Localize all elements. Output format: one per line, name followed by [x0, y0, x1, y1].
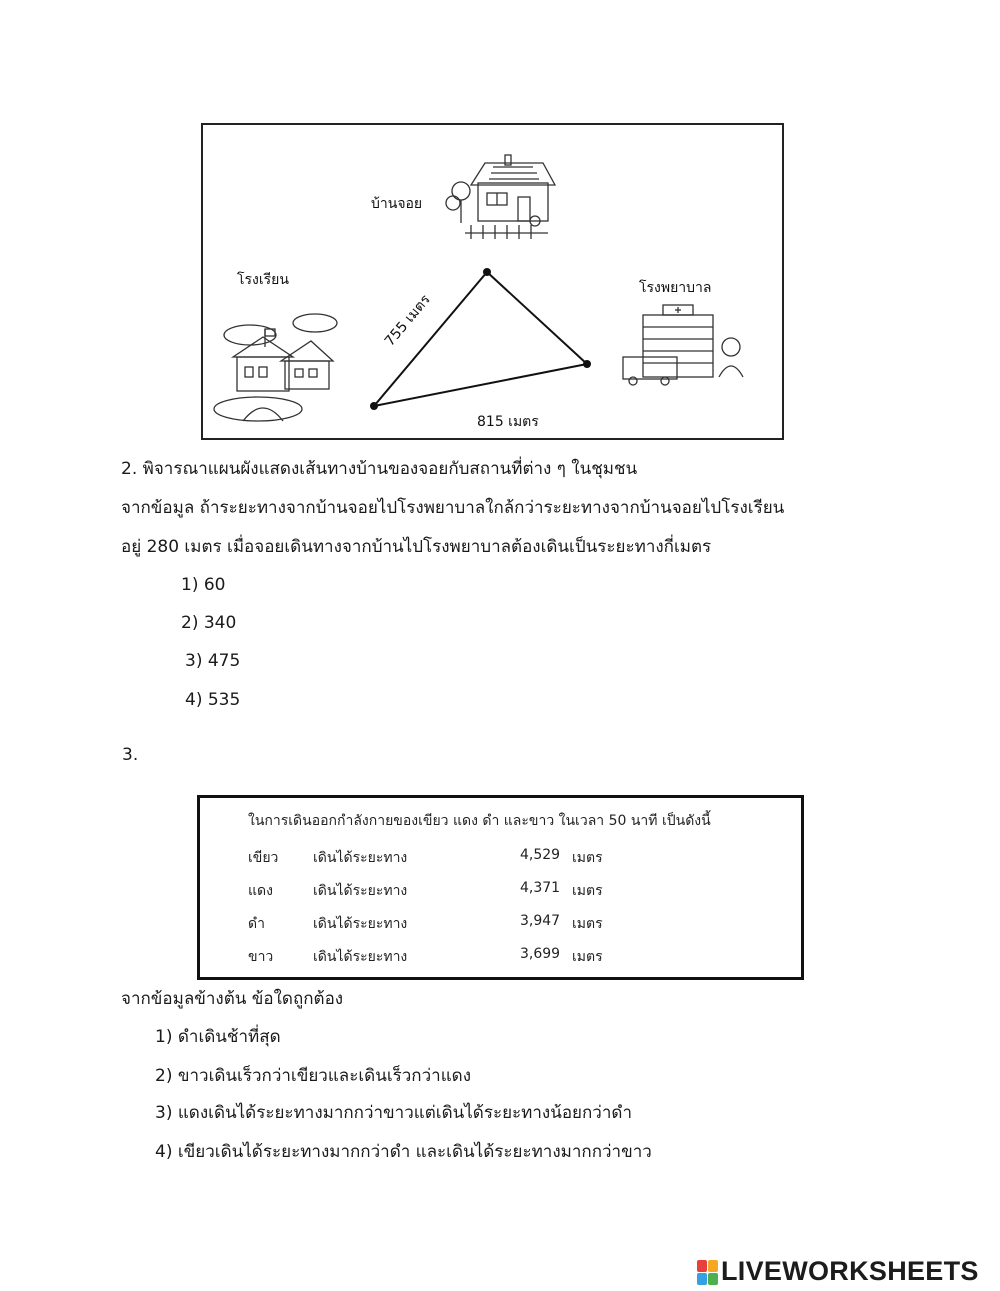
row-unit: เมตร	[572, 949, 603, 965]
row-desc: เดินได้ระยะทาง	[313, 949, 408, 965]
question3-choice-3[interactable]: 3) แดงเดินได้ระยะทางมากกว่าขาวแต่เดินได้ระยะทางน้อยกว่าดำ	[155, 1103, 632, 1123]
row-value: 4,371	[520, 880, 561, 896]
question2-line1: 2. พิจารณาแผนผังแสดงเส้นทางบ้านของจอยกับสถานที่ต่าง ๆ ในชุมชน	[121, 459, 638, 479]
row-name: เขียว	[248, 850, 279, 866]
house-illustration	[446, 155, 555, 239]
question3-choice-2[interactable]: 2) ขาวเดินเร็วกว่าเขียวและเดินเร็วกว่าแดง	[155, 1066, 471, 1086]
row-unit: เมตร	[572, 916, 603, 932]
row-desc: เดินได้ระยะทาง	[313, 850, 408, 866]
row-name: ขาว	[248, 949, 274, 965]
question2-choice-3[interactable]: 3) 475	[185, 651, 241, 671]
question3-choice-1[interactable]: 1) ดำเดินช้าที่สุด	[155, 1027, 281, 1047]
route-home-hospital	[487, 272, 587, 364]
row-value: 3,947	[520, 913, 561, 929]
walking-data-box	[197, 795, 804, 980]
row-desc: เดินได้ระยะทาง	[313, 883, 408, 899]
school-illustration	[214, 314, 337, 421]
row-unit: เมตร	[572, 850, 603, 866]
question2-choice-1[interactable]: 1) 60	[181, 575, 226, 595]
row-value: 4,529	[520, 847, 561, 863]
hospital-label: โรงพยาบาล	[639, 280, 712, 296]
question2-line2: จากข้อมูล ถ้าระยะทางจากบ้านจอยไปโรงพยาบาลใกล้กว่าระยะทางจากบ้านจอยไปโรงเรียน	[121, 498, 785, 518]
school-point	[370, 402, 378, 410]
hospital-point	[583, 360, 591, 368]
question2-choice-4[interactable]: 4) 535	[185, 690, 241, 710]
row-desc: เดินได้ระยะทาง	[313, 916, 408, 932]
question3-choice-4[interactable]: 4) เขียวเดินได้ระยะทางมากกว่าดำ และเดินได้ระยะทางมากกว่าขาว	[155, 1142, 652, 1162]
hospital-illustration	[623, 305, 743, 385]
walking-box-title: ในการเดินออกกำลังกายของเขียว แดง ดำ และขาว ในเวลา 50 นาที เป็นดังนี้	[248, 813, 711, 829]
row-name: ดำ	[248, 916, 265, 932]
row-name: แดง	[248, 883, 273, 899]
distance-home-school-label: 755 เมตร	[381, 291, 434, 350]
question3-number: 3.	[122, 745, 139, 765]
home-point	[483, 268, 491, 276]
logo-blocks-icon	[697, 1260, 717, 1284]
home-label: บ้านจอย	[371, 196, 423, 212]
row-value: 3,699	[520, 946, 561, 962]
logo-text: LIVEWORKSHEETS	[721, 1256, 979, 1286]
question2-line3: อยู่ 280 เมตร เมื่อจอยเดินทางจากบ้านไปโรงพยาบาลต้องเดินเป็นระยะทางกี่เมตร	[121, 537, 712, 557]
route-map-figure	[201, 123, 784, 440]
row-unit: เมตร	[572, 883, 603, 899]
route-school-hospital	[374, 364, 587, 406]
school-label: โรงเรียน	[237, 272, 289, 288]
route-triangle	[370, 268, 591, 410]
question2-choice-2[interactable]: 2) 340	[181, 613, 237, 633]
liveworksheets-logo[interactable]	[697, 1256, 979, 1287]
distance-school-hospital-label: 815 เมตร	[477, 414, 539, 430]
question3-prompt: จากข้อมูลข้างต้น ข้อใดถูกต้อง	[121, 989, 344, 1009]
